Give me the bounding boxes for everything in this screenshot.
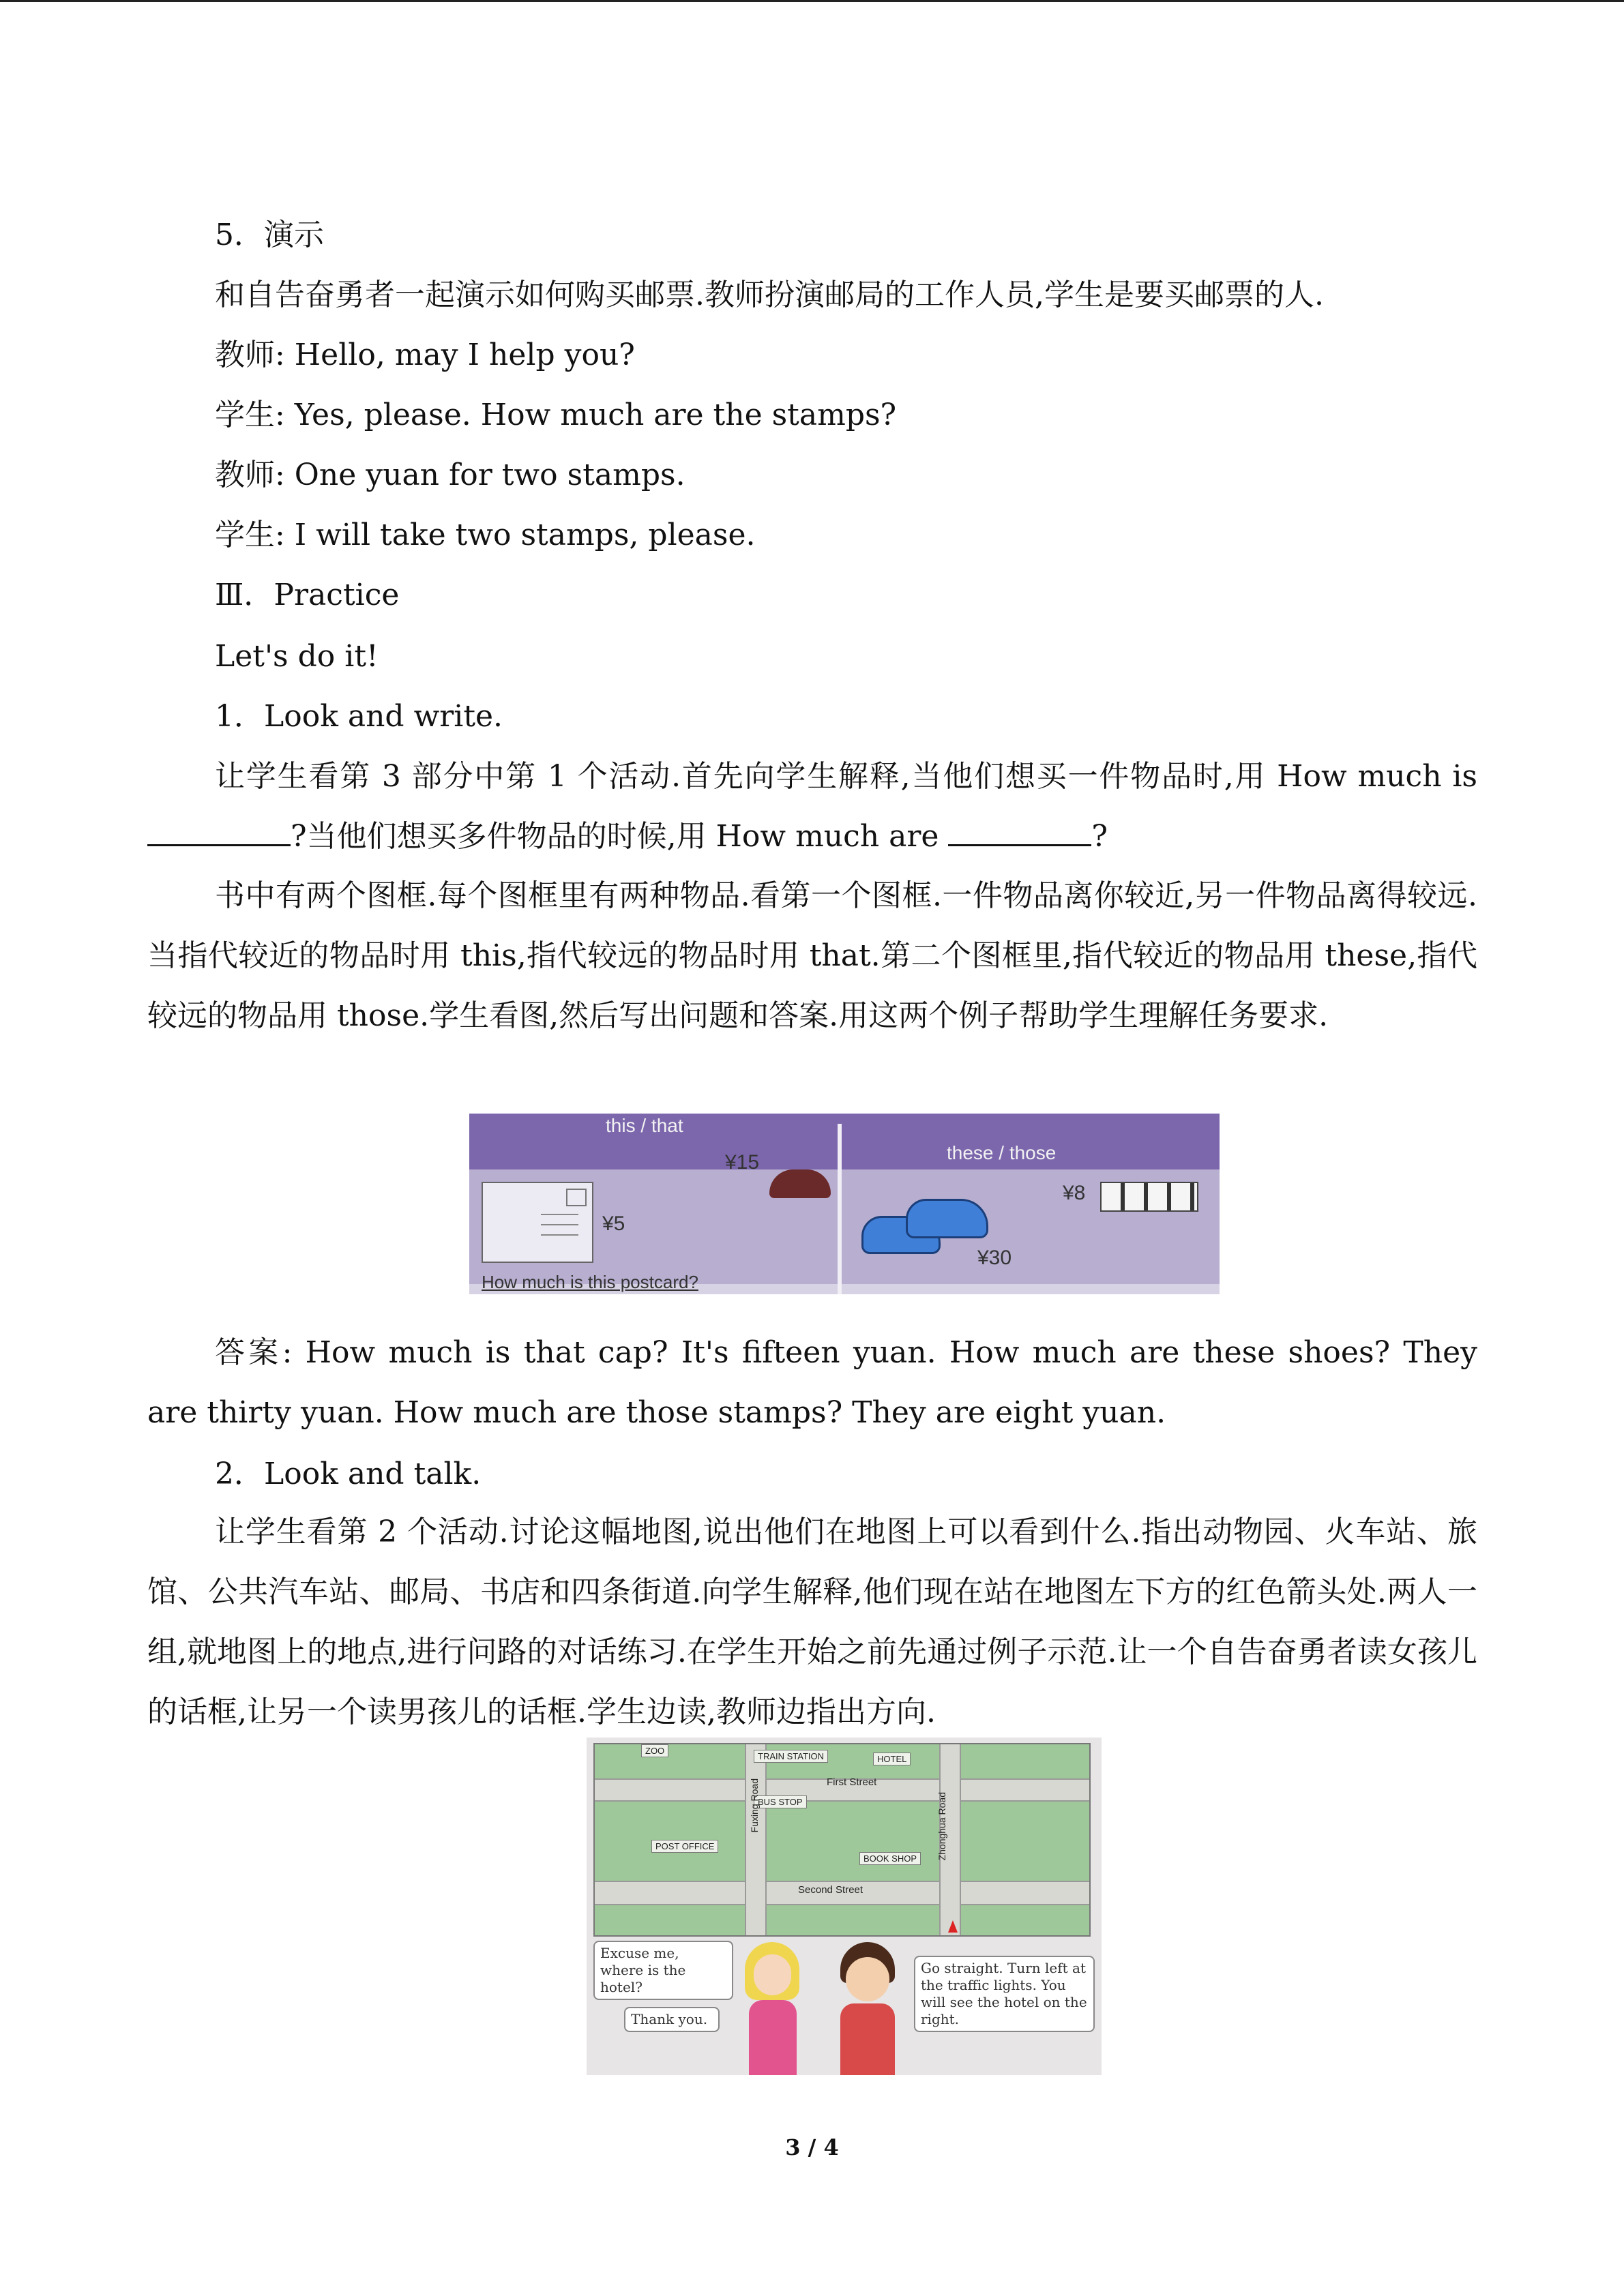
answer-blank-1 — [147, 817, 291, 846]
map-figure — [587, 1738, 1102, 2075]
map-label-second-street: Second Street — [798, 1884, 863, 1896]
map-label-train-station: TRAIN STATION — [754, 1750, 828, 1763]
figure-example-question: How much is this postcard? — [482, 1272, 698, 1292]
section-5-intro: 和自告奋勇者一起演示如何购买邮票.教师扮演邮局的工作人员,学生是要买邮票的人. — [215, 278, 1324, 312]
figure-divider — [838, 1124, 842, 1294]
map-label-hotel: HOTEL — [873, 1753, 911, 1765]
task-1-instructions: 让学生看第 3 部分中第 1 个活动.首先向学生解释,当他们想买一件物品时,用 How much is ?当他们想买多件物品的时候,用 How much are ? — [147, 747, 1477, 867]
page-number: 3 / 4 — [785, 2134, 839, 2160]
task-2-heading: 2．Look and talk. — [215, 1457, 482, 1491]
girl-speech-bubble: Excuse me, where is the hotel? — [593, 1941, 733, 2000]
label-this-that: this / that — [606, 1115, 683, 1136]
boy-speech-bubble: Go straight. Turn left at the traffic lights. You will see the hotel on the right. — [914, 1956, 1095, 2032]
cap-icon — [769, 1169, 831, 1198]
red-arrow-icon — [948, 1920, 958, 1933]
price-stamps: ¥8 — [1063, 1182, 1086, 1204]
top-border — [0, 0, 1624, 2]
price-shoes: ¥30 — [977, 1247, 1012, 1269]
shoe-icon — [906, 1199, 988, 1238]
shopping-figure — [469, 1114, 1220, 1294]
map-label-first-street: First Street — [827, 1776, 877, 1788]
map-label-book-shop: BOOK SHOP — [859, 1852, 921, 1865]
dialogue-line-2: 学生: Yes, please. How much are the stamps? — [215, 398, 897, 432]
price-postcard: ¥5 — [602, 1212, 625, 1235]
practice-heading: Ⅲ．Practice — [215, 578, 400, 612]
girl-thanks-bubble: Thank you. — [624, 2007, 720, 2032]
map-label-post-office: POST OFFICE — [651, 1840, 718, 1853]
stamps-icon — [1100, 1182, 1198, 1212]
dialogue-line-1: 教师: Hello, may I help you? — [215, 338, 635, 372]
answer-blank-2 — [948, 817, 1091, 846]
figure-header-band — [469, 1114, 1220, 1169]
map-label-zoo: ZOO — [641, 1744, 668, 1757]
task-2-instructions: 让学生看第 2 个活动.讨论这幅地图,说出他们在地图上可以看到什么.指出动物园、火车站、旅馆、公共汽车站、邮局、书店和四条街道.向学生解释,他们现在站在地图左下方的红色箭头处.两人一组,就地图上的地点,进行问路的对话练习.在学生开始之前先通过例子示范.让一个自告奋勇者读女孩儿的话框,让另一个读男孩儿的话框.学生边读,教师边指出方向. — [147, 1515, 1477, 1729]
map-label-fuxing-road: Fuxing Road — [749, 1778, 760, 1833]
dialogue-line-4: 学生: I will take two stamps, please. — [215, 518, 756, 552]
section-5-heading: 5．演示 — [215, 218, 324, 252]
dialogue-line-3: 教师: One yuan for two stamps. — [215, 458, 685, 492]
map-label-bus-stop: BUS STOP — [754, 1795, 807, 1808]
task-1-answer: 答案: How much is that cap? It's fifteen yuan. How much are these shoes? They are thirty yuan. How much are those stamps? They are eight yuan. — [147, 1335, 1477, 1430]
map-label-zhonghua-road: Zhonghua Road — [936, 1792, 947, 1861]
task-1-explanation: 书中有两个图框.每个图框里有两种物品.看第一个图框.一件物品离你较近,另一件物品离得较远.当指代较近的物品时用 this,指代较远的物品时用 that.第二个图框里,指代较近的物品用 these,指代较远的物品用 those.学生看图,然后写出问题和答案.用这两个例子帮助学生理解任务要求. — [147, 878, 1477, 1033]
practice-subheading: Let's do it! — [215, 639, 379, 674]
task-1-heading: 1．Look and write. — [215, 699, 503, 734]
label-these-those: these / those — [947, 1142, 1057, 1163]
postcard-icon — [482, 1182, 593, 1263]
price-cap: ¥15 — [725, 1151, 760, 1174]
